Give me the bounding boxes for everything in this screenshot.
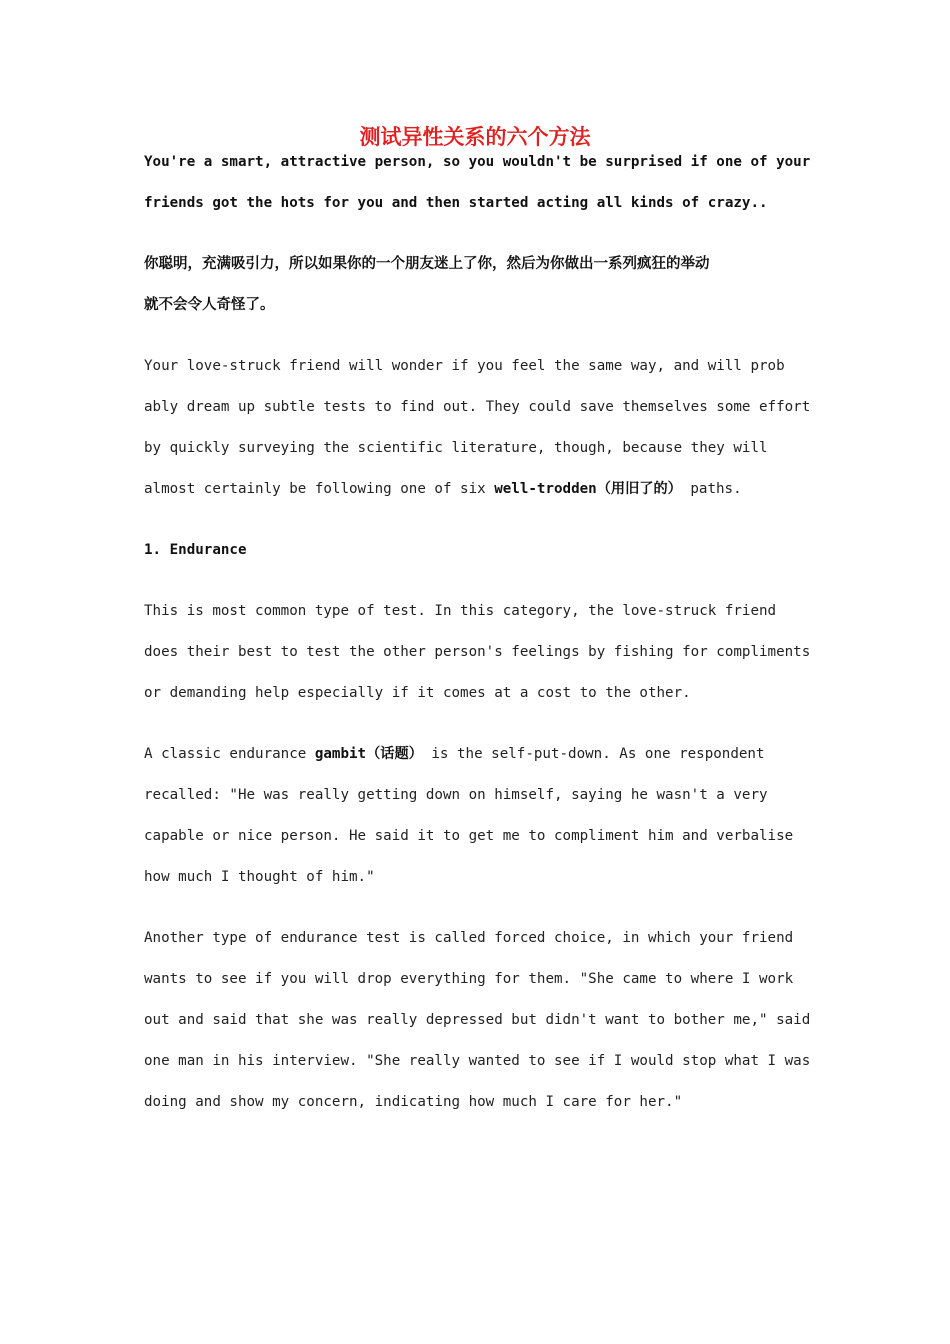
para1-line-4-prefix: almost certainly be following one of six	[144, 481, 495, 497]
para1-line-4-suffix: paths.	[681, 481, 742, 497]
document-title: 测试异性关系的六个方法	[359, 125, 591, 149]
para4-line-5: doing and show my concern, indicating how much I care for her."	[144, 1094, 683, 1110]
para2-line-3: or demanding help especially if it comes at a cost to the other.	[144, 685, 691, 701]
para4-line-2: wants to see if you will drop everything for them. "She came to where I work	[144, 971, 794, 987]
intro-cn-line-1: 你聪明，充满吸引力，所以如果你的一个朋友迷上了你，然后为你做出一系列疯狂的举动	[144, 256, 710, 272]
para2-line-1: This is most common type of test. In this category, the love-struck friend	[144, 603, 777, 619]
para2-line-2: does their best to test the other person's feelings by fishing for compliments	[144, 644, 811, 660]
para3-line-1	[144, 744, 814, 764]
para3-line-4: how much I thought of him."	[144, 869, 375, 885]
para3-line-1-prefix: A classic endurance	[144, 746, 315, 762]
para1-line-2: ably dream up subtle tests to find out. They could save themselves some effort	[144, 399, 811, 415]
intro-en-line-1: You're a smart, attractive person, so you wouldn't be surprised if one of your	[144, 154, 811, 170]
para4-line-1: Another type of endurance test is called forced choice, in which your friend	[144, 930, 794, 946]
para3-line-1-suffix: is the self-put-down. As one respondent	[422, 746, 765, 762]
intro-cn-line-2: 就不会令人奇怪了。	[144, 297, 275, 313]
vocab-term-well-trodden: well-trodden（用旧了的）	[494, 481, 682, 497]
section-heading-endurance: 1. Endurance	[144, 542, 247, 558]
para1-line-4	[144, 479, 814, 499]
para3-line-2: recalled: "He was really getting down on himself, saying he wasn't a very	[144, 787, 768, 803]
para4-line-3: out and said that she was really depressed but didn't want to bother me," said	[144, 1012, 811, 1028]
intro-en-line-2: friends got the hots for you and then started acting all kinds of crazy..	[144, 195, 768, 211]
para1-line-3: by quickly surveying the scientific literature, though, because they will	[144, 440, 768, 456]
para3-line-3: capable or nice person. He said it to get me to compliment him and verbalise	[144, 828, 794, 844]
para1-line-1: Your love-struck friend will wonder if you feel the same way, and will prob	[144, 358, 785, 374]
para4-line-4: one man in his interview. "She really wanted to see if I would stop what I was	[144, 1053, 811, 1069]
vocab-term-gambit: gambit（话题）	[314, 746, 423, 762]
